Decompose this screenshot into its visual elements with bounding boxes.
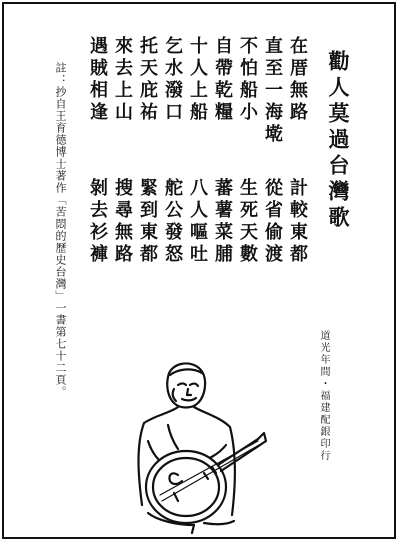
poem-line-8-lower: 搜尋無路 bbox=[112, 178, 133, 266]
poem-line-7-lower: 緊到東都 bbox=[137, 178, 158, 266]
musician-illustration bbox=[108, 355, 268, 535]
publication-credit: 道光年間・福建配銀印行 bbox=[318, 330, 329, 462]
poem-line-9-upper: 遇賊相逢 bbox=[87, 36, 108, 124]
poem-line-1-upper: 在厝無路 bbox=[287, 36, 308, 124]
poem-line-2-lower: 從省偷渡 bbox=[262, 178, 283, 266]
poem-line-6-upper: 乞水潑口 bbox=[162, 36, 183, 124]
source-note: 註：抄自王育德博士著作「苦悶的歷史台灣」一書第七十二頁。 bbox=[54, 62, 67, 398]
poem-line-2-upper: 直至一海墘 bbox=[262, 36, 283, 146]
poem-line-4-upper: 自帶乾糧 bbox=[212, 36, 233, 124]
poem-line-4-lower: 蕃薯菜脯 bbox=[212, 178, 233, 266]
poem-title: 勸人莫過台灣歌 bbox=[326, 50, 351, 232]
poem-line-1-lower: 計較東都 bbox=[287, 178, 308, 266]
poem-line-6-lower: 舵公發怒 bbox=[162, 178, 183, 266]
poem-line-9-lower: 剝去衫褲 bbox=[87, 178, 108, 266]
poem-line-5-upper: 十人上船 bbox=[187, 36, 208, 124]
poem-line-7-upper: 托天庇祐 bbox=[137, 36, 158, 124]
poem-line-8-upper: 來去上山 bbox=[112, 36, 133, 124]
poem-line-3-upper: 不怕船小 bbox=[237, 36, 258, 124]
poem-line-3-lower: 生死天數 bbox=[237, 178, 258, 266]
poem-line-5-lower: 八人嘔吐 bbox=[187, 178, 208, 266]
